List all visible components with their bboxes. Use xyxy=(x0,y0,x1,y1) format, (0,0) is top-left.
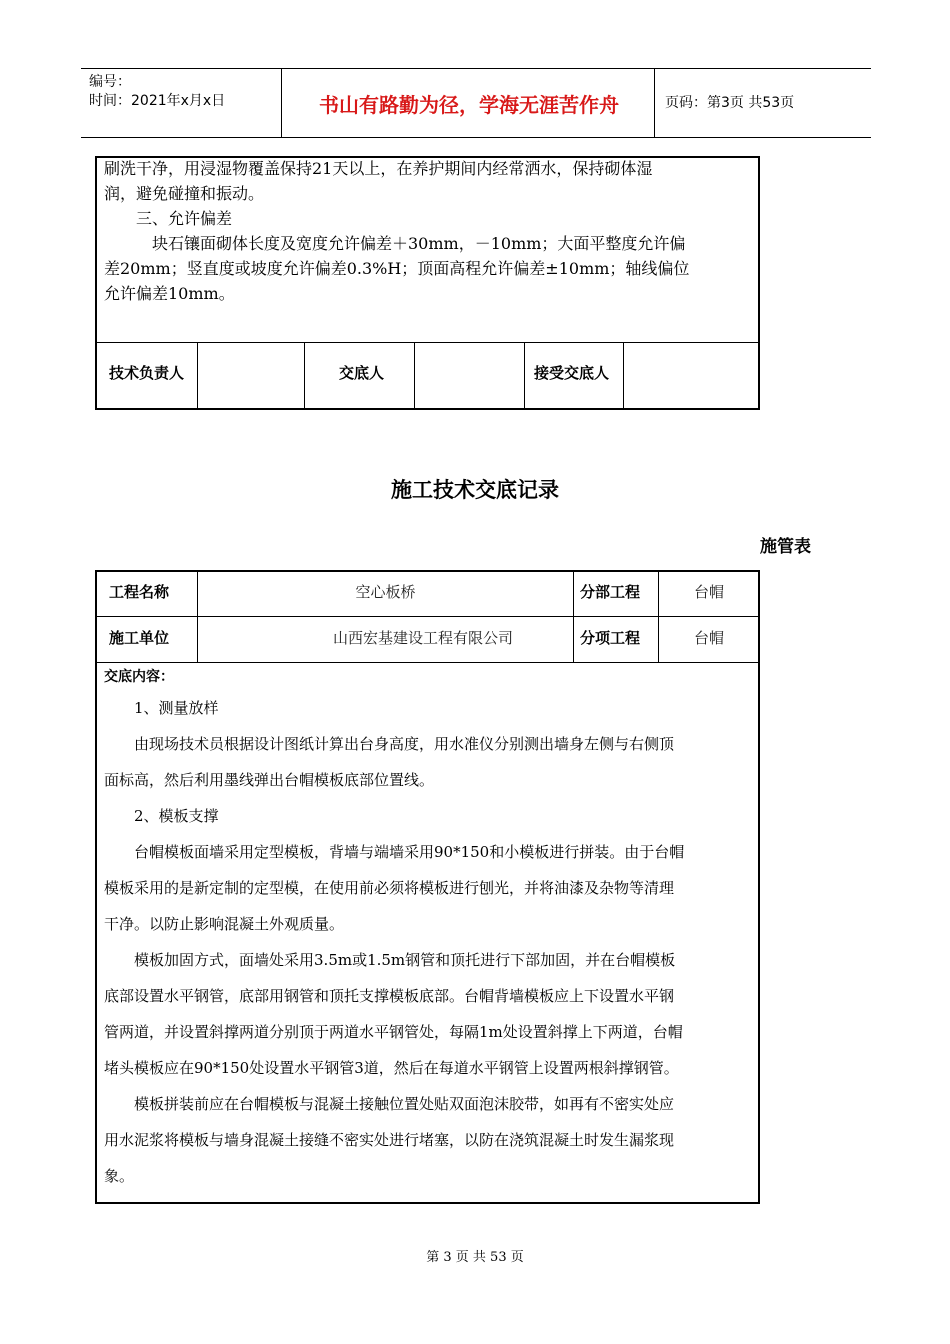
table-divider xyxy=(96,616,759,617)
text-line: 三、允许偏差 xyxy=(104,209,233,228)
header-motto: 书山有路勤为径，学海无涯苦作舟 xyxy=(319,93,619,117)
table-divider xyxy=(573,571,574,662)
content-line: 1、测量放样 xyxy=(104,699,219,717)
project-name-label: 工程名称 xyxy=(109,583,170,601)
content-label: 交底内容： xyxy=(104,669,174,685)
table-divider xyxy=(304,342,305,409)
content-line: 干净。以防止影响混凝土外观质量。 xyxy=(104,915,345,933)
project-name-value: 空心板桥 xyxy=(355,583,416,601)
text-line: 差20mm；竖直度或坡度允许偏差0.3%H；顶面高程允许偏差±10mm；轴线偏位 xyxy=(104,259,690,278)
content-line: 象。 xyxy=(104,1167,135,1185)
text-line: 块石镶面砌体长度及宽度允许偏差＋30mm，－10mm；大面平整度允许偏 xyxy=(104,234,686,253)
text-line: 润，避免碰撞和振动。 xyxy=(104,184,265,203)
header-divider xyxy=(654,69,655,137)
table-divider xyxy=(197,342,198,409)
division-label: 分部工程 xyxy=(580,583,641,601)
subitem-value: 台帽 xyxy=(693,629,724,647)
text-line: 刷洗干净，用浸湿物覆盖保持21天以上，在养护期间内经常洒水，保持砌体湿 xyxy=(104,159,653,178)
content-line: 模板加固方式，面墙处采用3.5m或1.5m钢管和顶托进行下部加固，并在台帽模板 xyxy=(104,951,676,969)
content-line: 管两道，并设置斜撑两道分别顶于两道水平钢管处，每隔1m处设置斜撑上下两道，台帽 xyxy=(104,1023,683,1041)
table-divider xyxy=(623,342,624,409)
content-line: 模板采用的是新定制的定型模，在使用前必须将模板进行刨光，并将油漆及杂物等清理 xyxy=(104,879,675,897)
record-title: 施工技术交底记录 xyxy=(391,478,559,502)
content-line: 2、模板支撑 xyxy=(104,807,219,825)
receiver-label: 接受交底人 xyxy=(534,364,610,382)
content-line: 模板拼装前应在台帽模板与混凝土接触位置处贴双面泡沫胶带，如再有不密实处应 xyxy=(104,1095,675,1113)
number-label: 编号： xyxy=(89,74,131,90)
page-header xyxy=(81,68,871,138)
form-number: 施管表 xyxy=(760,537,811,557)
text-line: 允许偏差10mm。 xyxy=(104,284,235,303)
table-divider xyxy=(96,342,759,343)
table-divider xyxy=(96,662,759,663)
table-divider xyxy=(524,342,525,409)
content-line: 用水泥浆将模板与墙身混凝土接缝不密实处进行堵塞，以防在浇筑混凝土时发生漏浆现 xyxy=(104,1131,675,1149)
header-meta xyxy=(89,73,225,111)
unit-value: 山西宏基建设工程有限公司 xyxy=(332,629,513,647)
tech-lead-label: 技术负责人 xyxy=(109,364,185,382)
content-line: 底部设置水平钢管，底部用钢管和顶托支撑模板底部。台帽背墙模板应上下设置水平钢 xyxy=(104,987,675,1005)
previous-record-text xyxy=(104,156,754,306)
subitem-label: 分项工程 xyxy=(580,629,641,647)
record-content xyxy=(104,664,754,1194)
header-divider xyxy=(281,69,282,137)
presenter-label: 交底人 xyxy=(339,364,385,382)
content-line: 面标高，然后利用墨线弹出台帽模板底部位置线。 xyxy=(104,771,435,789)
unit-label: 施工单位 xyxy=(109,629,170,647)
division-value: 台帽 xyxy=(693,583,724,601)
content-line: 台帽模板面墙采用定型模板，背墙与端墙采用90*150和小模板进行拼装。由于台帽 xyxy=(104,843,685,861)
content-line: 堵头模板应在90*150处设置水平钢管3道，然后在每道水平钢管上设置两根斜撑钢管。 xyxy=(104,1059,679,1077)
page-footer: 第 3 页 共 53 页 xyxy=(426,1250,524,1265)
content-line: 由现场技术员根据设计图纸计算出台身高度，用水准仪分别测出墙身左侧与右侧顶 xyxy=(104,735,675,753)
time-label: 时间：2021年x月x日 xyxy=(89,93,226,109)
table-divider xyxy=(414,342,415,409)
header-page-number: 页码：第3页 共53页 xyxy=(665,95,795,111)
